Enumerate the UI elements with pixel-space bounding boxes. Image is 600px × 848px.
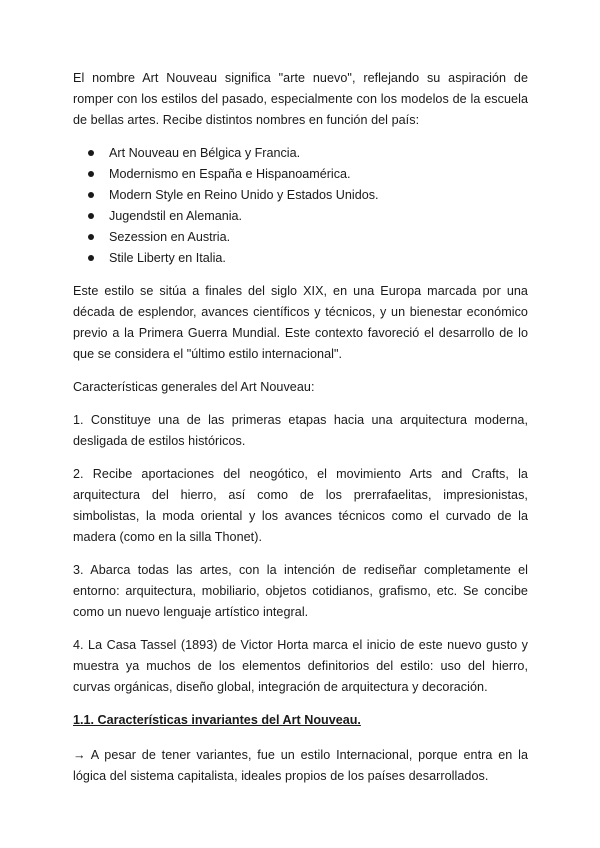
closing-paragraph: → A pesar de tener variantes, fue un estilo Internacional, porque entra en la lógica del sistema capitalista, ideales propios de los países desarrollados.	[73, 748, 528, 783]
bullet-icon	[88, 234, 94, 240]
feature-item-1: 1. Constituye una de las primeras etapas hacia una arquitectura moderna, desligada de estilos históricos.	[73, 413, 528, 448]
intro-paragraph: El nombre Art Nouveau significa "arte nuevo", reflejando su aspiración de romper con los estilos del pasado, especialmente con los modelos de la escuela de bellas artes. Recibe distintos nombres en función del país:	[73, 71, 528, 127]
list-item: Jugendstil en Alemania.	[73, 206, 528, 227]
bullet-icon	[88, 255, 94, 261]
bullet-icon	[88, 150, 94, 156]
features-intro: Características generales del Art Nouveau:	[73, 380, 315, 394]
list-item: Modernismo en España e Hispanoamérica.	[73, 164, 528, 185]
feature-item-4: 4. La Casa Tassel (1893) de Victor Horta marca el inicio de este nuevo gusto y muestra ya muchos de los elementos definitorios del estilo: uso del hierro, curvas orgánicas, diseño global, integración de arquitectura y decoración.	[73, 638, 528, 694]
bullet-icon	[88, 171, 94, 177]
bullet-icon	[88, 192, 94, 198]
context-paragraph: Este estilo se sitúa a finales del siglo XIX, en una Europa marcada por una década de esplendor, avances científicos y técnicos, y un bienestar económico previo a la Primera Guerra Mundial. Este contexto favoreció el desarrollo de lo que se considera el "último estilo internacional".	[73, 284, 528, 361]
bullet-icon	[88, 213, 94, 219]
list-item: Stile Liberty en Italia.	[73, 248, 528, 269]
list-item: Art Nouveau en Bélgica y Francia.	[73, 143, 528, 164]
feature-item-3: 3. Abarca todas las artes, con la intención de rediseñar completamente el entorno: arquitectura, mobiliario, objetos cotidianos, grafismo, etc. Se concibe como un nuevo lenguaje artístico integral.	[73, 563, 528, 619]
list-item: Sezession en Austria.	[73, 227, 528, 248]
feature-item-2: 2. Recibe aportaciones del neogótico, el movimiento Arts and Crafts, la arquitectura del hierro, así como de los prerrafaelitas, impresionistas, simbolistas, la moda oriental y los avances técnicos como el curvado de la madera (como en la silla Thonet).	[73, 467, 528, 544]
list-item: Modern Style en Reino Unido y Estados Unidos.	[73, 185, 528, 206]
section-heading: 1.1. Características invariantes del Art Nouveau.	[73, 713, 361, 727]
country-names-list	[73, 143, 528, 269]
